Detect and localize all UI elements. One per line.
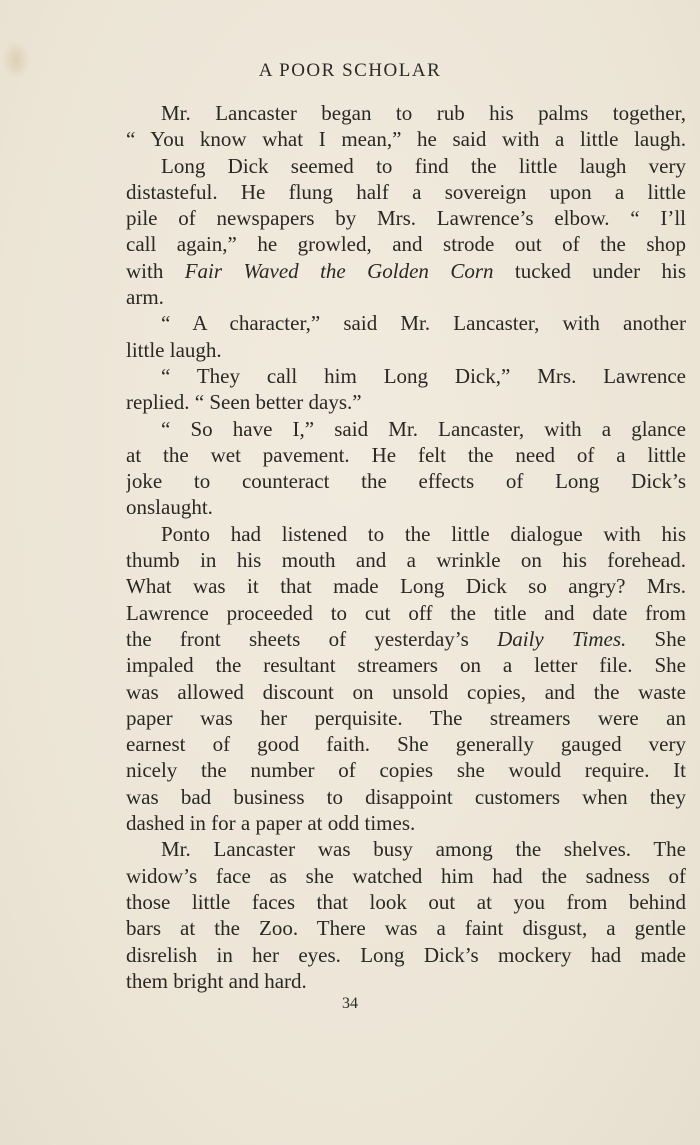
text-line: earnest of good faith. She generally gauged very xyxy=(126,732,686,757)
text-segment: the front sheets of yesterday’s xyxy=(126,626,498,651)
text-line: Ponto had listened to the little dialogue with his xyxy=(161,521,686,546)
page-number: 34 xyxy=(342,995,358,1012)
text-line: dashed in for a paper at odd times. xyxy=(126,811,416,836)
body-text xyxy=(126,100,686,994)
text-line: nicely the number of copies she would require. It xyxy=(126,758,686,783)
text-line: thumb in his mouth and a wrinkle on his forehead. xyxy=(126,548,686,573)
text-line: Mr. Lancaster was busy among the shelves. The xyxy=(161,837,686,862)
italic-title: Daily Times. xyxy=(497,626,627,651)
text-line: arm. xyxy=(126,285,164,310)
text-line: those little faces that look out at you from behind xyxy=(126,889,686,914)
text-line xyxy=(126,626,686,652)
text-line: disrelish in her eyes. Long Dick’s mockery had made xyxy=(126,942,686,967)
text-line: Mr. Lancaster began to rub his palms together, xyxy=(161,101,686,125)
italic-title: Fair Waved the Golden Corn xyxy=(184,258,494,283)
text-line: What was it that made Long Dick so angry? Mrs. xyxy=(126,574,686,599)
text-line: widow’s face as she watched him had the sadness of xyxy=(126,863,686,888)
running-head: A POOR SCHOLAR xyxy=(258,60,442,81)
text-line: “ A character,” said Mr. Lancaster, with another xyxy=(161,311,686,336)
text-line: bars at the Zoo. There was a faint disgust, a gentle xyxy=(126,916,686,941)
text-segment: with xyxy=(126,258,185,283)
text-line: “ So have I,” said Mr. Lancaster, with a glance xyxy=(161,416,686,441)
text-line: little laugh. xyxy=(126,337,222,362)
text-line: was allowed discount on unsold copies, and the waste xyxy=(126,679,686,704)
text-line: distasteful. He flung half a sovereign upon a little xyxy=(126,179,686,204)
text-line xyxy=(126,258,686,284)
text-segment: She xyxy=(626,626,686,651)
text-line: Long Dick seemed to find the little laugh very xyxy=(161,153,686,178)
text-segment: tucked under his xyxy=(493,258,686,283)
text-line: joke to counteract the effects of Long Dick’s xyxy=(126,469,686,494)
text-line: them bright and hard. xyxy=(126,968,307,993)
text-line: onslaught. xyxy=(126,495,213,520)
text-line: “ You know what I mean,” he said with a little laugh. xyxy=(126,127,686,152)
text-line: “ They call him Long Dick,” Mrs. Lawrence xyxy=(161,363,686,388)
text-line: pile of newspapers by Mrs. Lawrence’s elbow. “ I’ll xyxy=(126,206,686,231)
text-line: paper was her perquisite. The streamers were an xyxy=(126,705,686,730)
text-line: was bad business to disappoint customers when they xyxy=(126,784,686,809)
text-line: impaled the resultant streamers on a letter file. She xyxy=(126,653,686,678)
text-line: call again,” he growled, and strode out of the shop xyxy=(126,232,686,257)
text-line: at the wet pavement. He felt the need of a little xyxy=(126,442,686,467)
text-line: replied. “ Seen better days.” xyxy=(126,390,362,415)
text-line: Lawrence proceeded to cut off the title and date from xyxy=(126,600,686,625)
